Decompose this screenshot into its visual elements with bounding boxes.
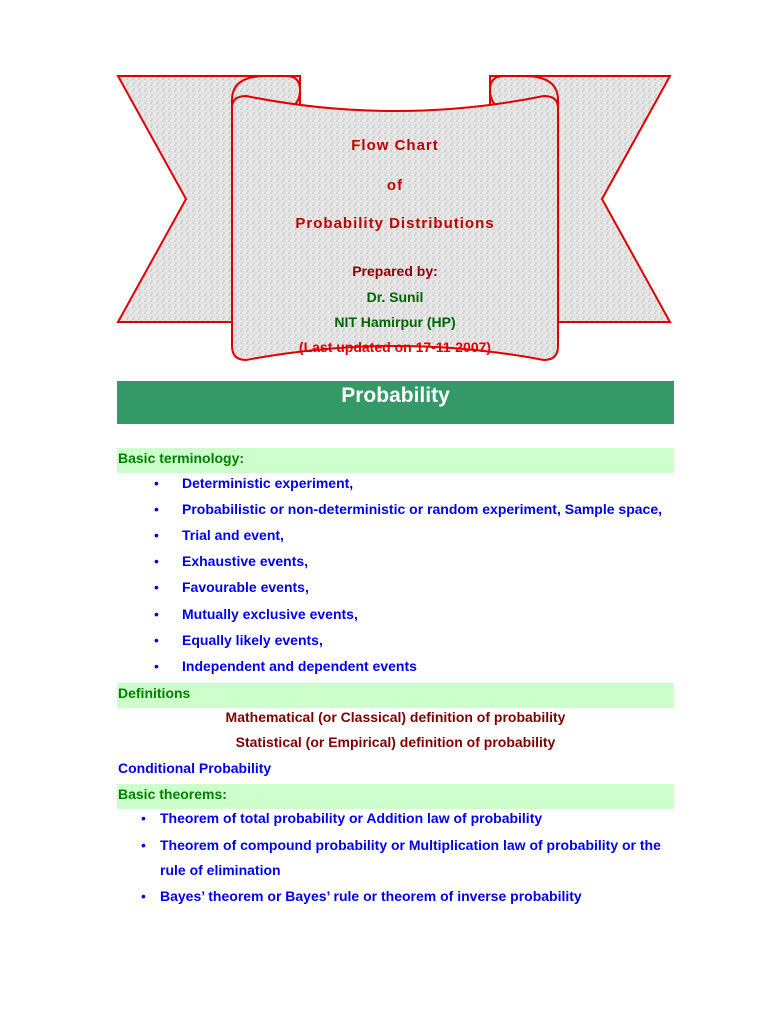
list-item: Mutually exclusive events, — [182, 606, 358, 622]
banner-title-line-1: Flow Chart — [351, 137, 439, 154]
section-header-probability: Probability — [117, 381, 674, 424]
definition-item: Statistical (or Empirical) definition of probability — [235, 734, 556, 750]
list-item: Favourable events, — [182, 579, 309, 595]
author-name: Dr. Sunil — [366, 289, 424, 305]
last-updated: (Last updated on 17-11-2007) — [298, 339, 492, 355]
bullet-icon: • — [141, 810, 146, 826]
bullet-icon: • — [154, 658, 159, 674]
bullet-icon: • — [141, 837, 146, 853]
list-item: Deterministic experiment, — [182, 475, 354, 491]
list-item: Trial and event, — [182, 527, 284, 543]
theorem-item-continuation: rule of elimination — [160, 862, 281, 878]
bullet-icon: • — [154, 579, 159, 595]
bullet-icon: • — [141, 888, 146, 904]
basic-terminology-heading: Basic terminology: — [117, 448, 674, 473]
bullet-icon: • — [154, 475, 159, 491]
banner-title-line-2: of — [386, 177, 404, 194]
bullet-icon: • — [154, 606, 159, 622]
bullet-icon: • — [154, 632, 159, 648]
prepared-by-label: Prepared by: — [352, 263, 438, 279]
list-item: Probabilistic or non-deterministic or random experiment, Sample space, — [182, 501, 663, 517]
bullet-icon: • — [154, 501, 159, 517]
conditional-probability: Conditional Probability — [118, 760, 272, 776]
bullet-icon: • — [154, 527, 159, 543]
list-item: Exhaustive events, — [182, 553, 309, 569]
banner-title-line-3: Probability Distributions — [295, 215, 495, 232]
definitions-heading: Definitions — [117, 683, 674, 708]
theorem-item: Bayes’ theorem or Bayes’ rule or theorem of inverse probability — [160, 888, 582, 904]
title-banner — [0, 0, 768, 370]
institute-name: NIT Hamirpur (HP) — [334, 314, 456, 330]
theorem-item: Theorem of total probability or Addition law of probability — [160, 810, 543, 826]
definition-item: Mathematical (or Classical) definition of probability — [225, 709, 566, 725]
bullet-icon: • — [154, 553, 159, 569]
theorem-item: Theorem of compound probability or Multiplication law of probability or the — [160, 837, 661, 853]
list-item: Independent and dependent events — [182, 658, 417, 674]
basic-theorems-heading: Basic theorems: — [117, 784, 674, 809]
list-item: Equally likely events, — [182, 632, 323, 648]
